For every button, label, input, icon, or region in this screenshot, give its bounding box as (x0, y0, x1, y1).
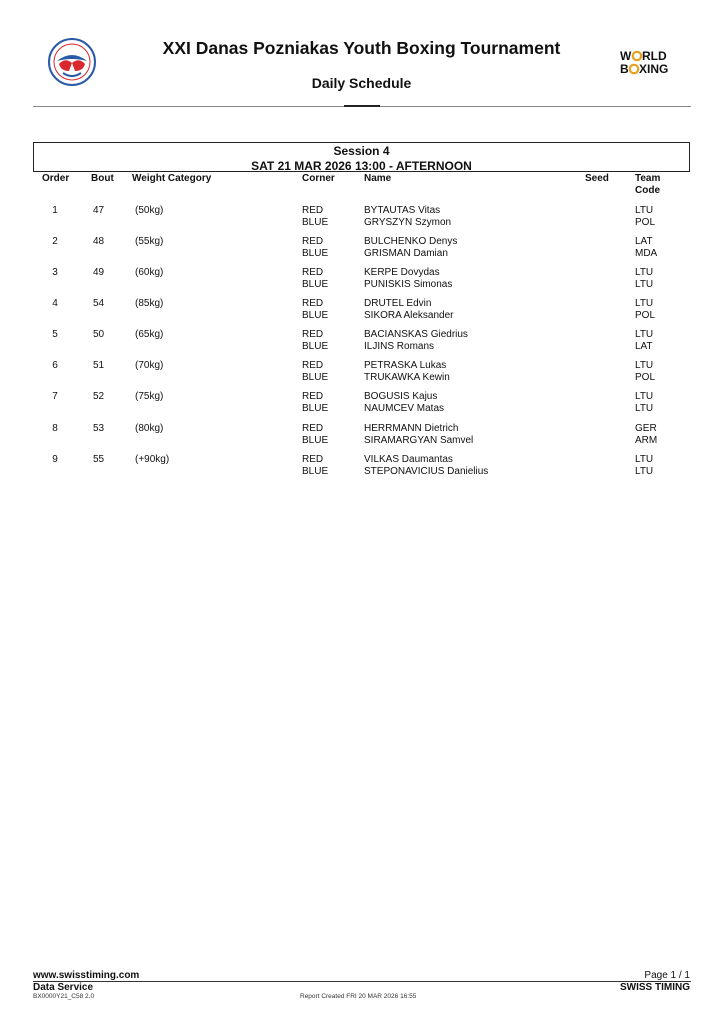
order-cell: 8 (52, 423, 58, 434)
footer-report-created: Report Created FRI 20 MAR 2026 16:55 (300, 993, 417, 1000)
order-cell: 5 (52, 329, 58, 340)
red-team-code: LTU (635, 454, 654, 465)
table-row (0, 391, 723, 415)
red-boxer-name: BULCHENKO Denys (364, 236, 458, 247)
blue-boxer-name: NAUMCEV Matas (364, 403, 445, 414)
session-title: Session 4 (333, 144, 390, 158)
column-header-seed: Seed (585, 173, 609, 184)
order-cell: 7 (52, 391, 58, 402)
order-cell: 1 (52, 205, 58, 216)
logo-xing-letters: XING (639, 62, 669, 75)
table-row (0, 298, 723, 322)
blue-boxer-name: SIKORA Aleksander (364, 310, 454, 321)
red-boxer-name: PETRASKA Lukas (364, 360, 447, 371)
session-datetime: SAT 21 MAR 2026 13:00 - AFTERNOON (251, 159, 472, 173)
column-header-name: Name (364, 173, 392, 184)
blue-boxer-name: GRYSZYN Szymon (364, 217, 452, 228)
logo-b-letter: B (620, 62, 629, 75)
red-team-code: LTU (635, 298, 654, 309)
blue-boxer-name: SIRAMARGYAN Samvel (364, 435, 474, 446)
red-team-code: LTU (635, 391, 654, 402)
blue-team-code: POL (635, 310, 656, 321)
footer-divider (33, 981, 691, 982)
table-row (0, 236, 723, 260)
blue-corner-cell: BLUE (302, 217, 329, 228)
red-corner-cell: RED (302, 454, 324, 465)
weight-category-cell: (80kg) (135, 423, 164, 434)
red-corner-cell: RED (302, 236, 324, 247)
red-team-code: LTU (635, 267, 654, 278)
red-boxer-name: BACIANSKAS Giedrius (364, 329, 468, 340)
red-team-code: LAT (635, 236, 653, 247)
bout-number-cell: 55 (93, 454, 105, 465)
blue-corner-cell: BLUE (302, 372, 329, 383)
bout-number-cell: 49 (93, 267, 105, 278)
column-header-team-code: Team Code (635, 173, 661, 196)
world-boxing-logo (620, 49, 692, 75)
red-boxer-name: HERRMANN Dietrich (364, 423, 459, 434)
red-boxer-name: VILKAS Daumantas (364, 454, 453, 465)
weight-category-cell: (75kg) (135, 391, 164, 402)
blue-team-code: POL (635, 372, 656, 383)
bout-number-cell: 53 (93, 423, 105, 434)
blue-corner-cell: BLUE (302, 341, 329, 352)
bout-number-cell: 47 (93, 205, 105, 216)
bout-number-cell: 51 (93, 360, 105, 371)
weight-category-cell: (50kg) (135, 205, 164, 216)
table-row (0, 267, 723, 291)
red-corner-cell: RED (302, 329, 324, 340)
footer-data-service: Data Service (33, 982, 94, 993)
logo-w-letter: W (620, 49, 632, 63)
footer-brand: SWISS TIMING (620, 982, 690, 993)
blue-boxer-name: ILJINS Romans (364, 341, 435, 352)
blue-corner-cell: BLUE (302, 435, 329, 446)
red-boxer-name: DRUTEL Edvin (364, 298, 432, 309)
blue-corner-cell: BLUE (302, 279, 329, 290)
red-corner-cell: RED (302, 267, 324, 278)
red-corner-cell: RED (302, 298, 324, 309)
page-subtitle: Daily Schedule (311, 75, 412, 91)
weight-category-cell: (55kg) (135, 236, 164, 247)
footer-website-link[interactable]: www.swisstiming.com (33, 970, 140, 981)
order-cell: 9 (52, 454, 58, 465)
red-team-code: LTU (635, 329, 654, 340)
tournament-title: XXI Danas Pozniakas Youth Boxing Tournament (162, 38, 561, 58)
table-row (0, 423, 723, 447)
order-cell: 3 (52, 267, 58, 278)
blue-team-code: LTU (635, 403, 654, 414)
header-divider-accent (344, 105, 380, 107)
table-row (0, 360, 723, 384)
weight-category-cell: (70kg) (135, 360, 164, 371)
column-header-order: Order (42, 173, 70, 184)
bout-number-cell: 48 (93, 236, 105, 247)
bout-number-cell: 52 (93, 391, 105, 402)
blue-boxer-name: TRUKAWKA Kewin (364, 372, 450, 383)
red-corner-cell: RED (302, 360, 324, 371)
red-team-code: LTU (635, 205, 654, 216)
blue-team-code: MDA (635, 248, 658, 259)
weight-category-cell: (65kg) (135, 329, 164, 340)
column-header-corner: Corner (302, 173, 335, 184)
red-boxer-name: KERPE Dovydas (364, 267, 440, 278)
blue-boxer-name: STEPONAVICIUS Danielius (364, 466, 489, 477)
blue-corner-cell: BLUE (302, 248, 329, 259)
bout-number-cell: 54 (93, 298, 105, 309)
footer-document-code: BX0000Y21_C58 2.0 (33, 993, 95, 1000)
blue-boxer-name: PUNISKIS Simonas (364, 279, 453, 290)
weight-category-cell: (+90kg) (135, 454, 170, 465)
table-row (0, 205, 723, 229)
red-corner-cell: RED (302, 391, 324, 402)
order-cell: 2 (52, 236, 58, 247)
blue-team-code: LAT (635, 341, 653, 352)
column-header-bout: Bout (91, 173, 114, 184)
red-boxer-name: BOGUSIS Kajus (364, 391, 438, 402)
blue-team-code: LTU (635, 466, 654, 477)
red-team-code: LTU (635, 360, 654, 371)
blue-corner-cell: BLUE (302, 466, 329, 477)
blue-team-code: LTU (635, 279, 654, 290)
blue-corner-cell: BLUE (302, 310, 329, 321)
red-boxer-name: BYTAUTAS Vitas (364, 205, 441, 216)
order-cell: 4 (52, 298, 58, 309)
blue-boxer-name: GRISMAN Damian (364, 248, 448, 259)
blue-corner-cell: BLUE (302, 403, 329, 414)
weight-category-cell: (60kg) (135, 267, 164, 278)
column-header-weight-category: Weight Category (132, 173, 212, 184)
weight-category-cell: (85kg) (135, 298, 164, 309)
table-row (0, 329, 723, 353)
order-cell: 6 (52, 360, 58, 371)
red-corner-cell: RED (302, 205, 324, 216)
page-number: Page 1 / 1 (644, 970, 690, 981)
blue-team-code: ARM (635, 435, 658, 446)
red-corner-cell: RED (302, 423, 324, 434)
table-row (0, 454, 723, 478)
logo-rld-letters: RLD (642, 49, 667, 63)
bout-number-cell: 50 (93, 329, 105, 340)
blue-team-code: POL (635, 217, 656, 228)
red-team-code: GER (635, 423, 657, 434)
